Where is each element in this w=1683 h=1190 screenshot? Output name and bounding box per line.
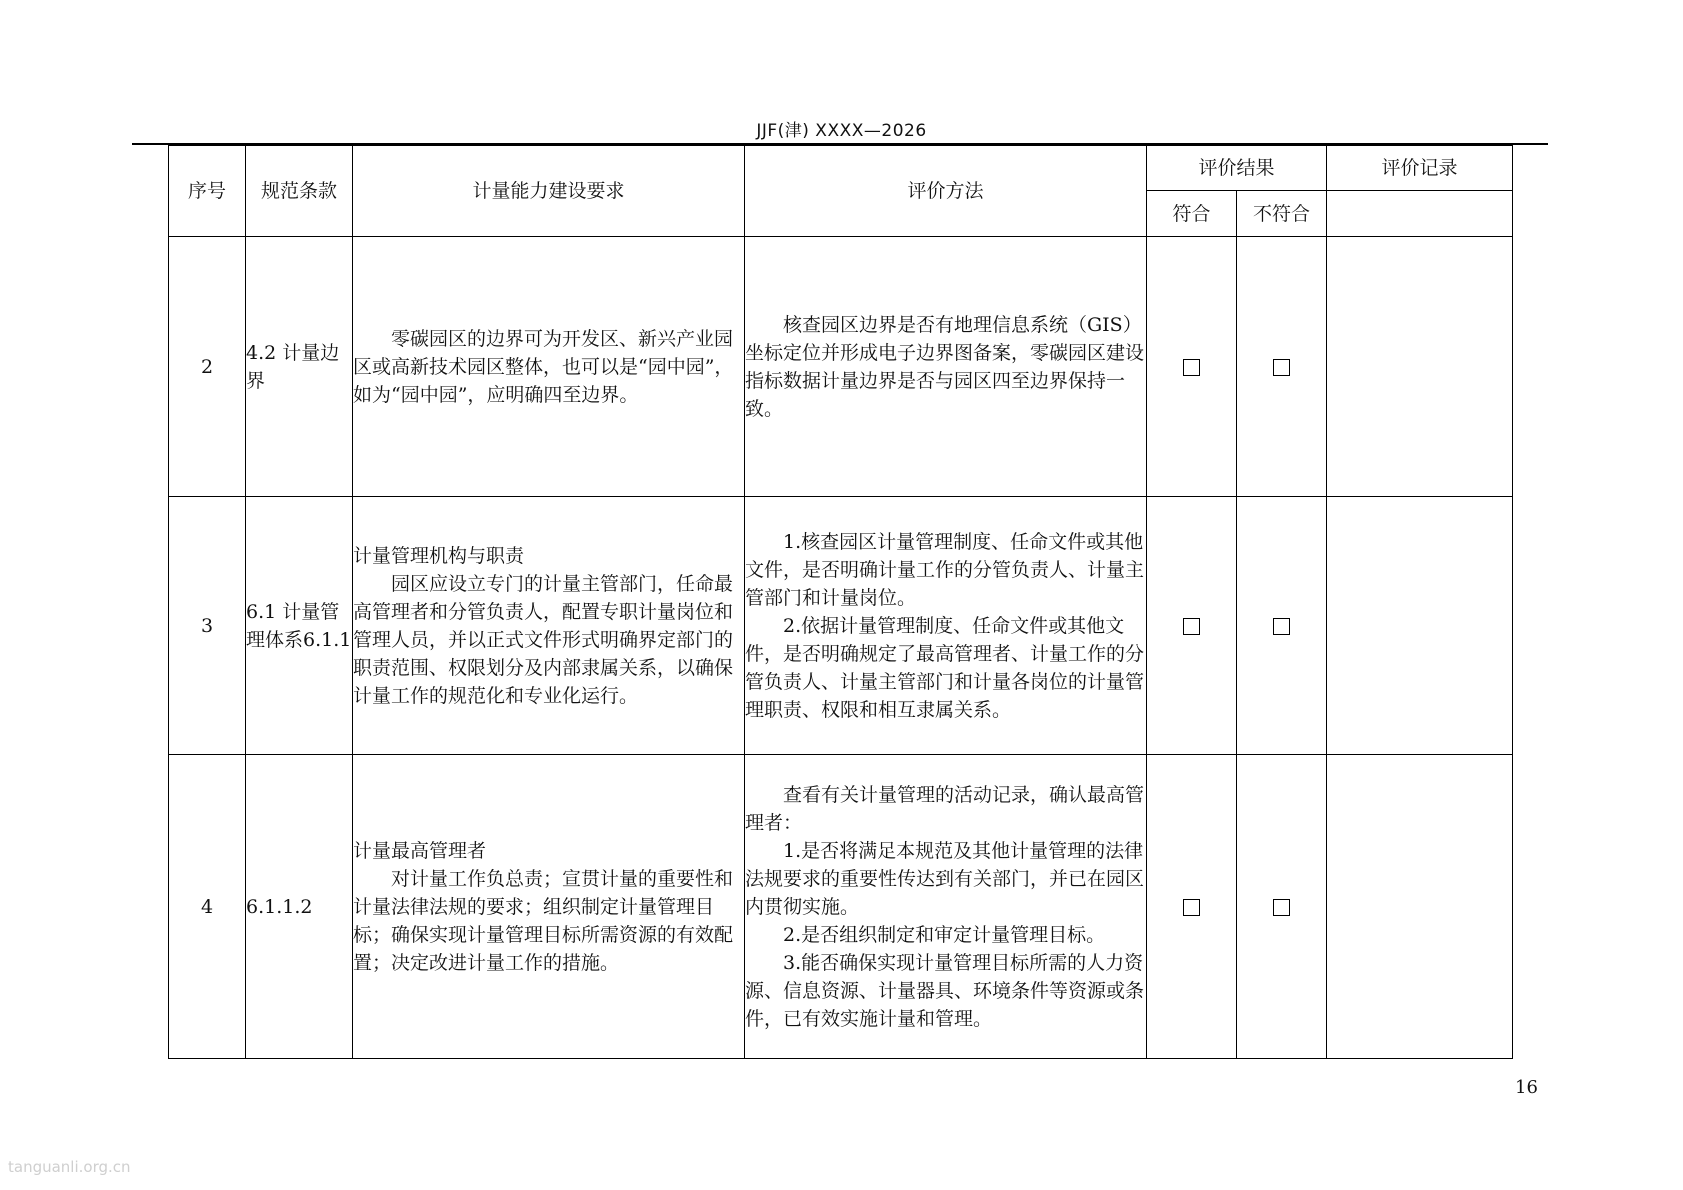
header-result-fail: 不符合 [1237, 191, 1327, 237]
method-text: 1.是否将满足本规范及其他计量管理的法律法规要求的重要性传达到有关部门，并已在园区内贯彻实施。 [745, 839, 1145, 918]
header-result-pass: 符合 [1147, 191, 1237, 237]
table-row [169, 755, 1513, 1059]
requirement-text: 零碳园区的边界可为开发区、新兴产业园区或高新技术园区整体，也可以是“园中园”，如为“园中园”，应明确四至边界。 [353, 327, 734, 406]
row-clause: 4.2 计量边界 [246, 237, 353, 497]
row-number: 4 [169, 755, 246, 1059]
evaluation-table [168, 145, 1513, 1059]
pass-cell [1147, 497, 1237, 755]
row-number: 3 [169, 497, 246, 755]
record-cell[interactable] [1327, 237, 1513, 497]
header-requirement: 计量能力建设要求 [353, 146, 745, 237]
method-text: 2.是否组织制定和审定计量管理目标。 [783, 923, 1106, 946]
requirement-heading: 计量管理机构与职责 [353, 544, 525, 567]
fail-checkbox[interactable] [1273, 359, 1290, 376]
header-record-blank [1327, 191, 1513, 237]
header-method: 评价方法 [745, 146, 1147, 237]
method-text: 2.依据计量管理制度、任命文件或其他文件，是否明确规定了最高管理者、计量工作的分管负责人、计量主管部门和计量各岗位的计量管理职责、权限和相互隶属关系。 [745, 614, 1145, 721]
fail-checkbox[interactable] [1273, 618, 1290, 635]
row-requirement [353, 237, 745, 497]
row-clause: 6.1 计量管理体系6.1.1 [246, 497, 353, 755]
row-method [745, 497, 1147, 755]
watermark-text: tanguanli.org.cn [8, 1158, 131, 1176]
method-text: 3.能否确保实现计量管理目标所需的人力资源、信息资源、计量器具、环境条件等资源或条件，已有效实施计量和管理。 [745, 951, 1145, 1030]
requirement-text: 对计量工作负总责；宣贯计量的重要性和计量法律法规的要求；组织制定计量管理目标；确保实现计量管理目标所需资源的有效配置；决定改进计量工作的措施。 [353, 867, 734, 974]
document-header-title: JJF(津) XXXX—2026 [756, 121, 927, 141]
header-record: 评价记录 [1327, 146, 1513, 191]
record-cell[interactable] [1327, 755, 1513, 1059]
requirement-heading: 计量最高管理者 [353, 839, 487, 862]
row-requirement [353, 755, 745, 1059]
fail-cell [1237, 237, 1327, 497]
row-clause: 6.1.1.2 [246, 755, 353, 1059]
record-cell[interactable] [1327, 497, 1513, 755]
fail-checkbox[interactable] [1273, 899, 1290, 916]
table-row [169, 497, 1513, 755]
pass-checkbox[interactable] [1183, 899, 1200, 916]
row-method [745, 237, 1147, 497]
method-text: 核查园区边界是否有地理信息系统（GIS）坐标定位并形成电子边界图备案，零碳园区建设指标数据计量边界是否与园区四至边界保持一致。 [745, 313, 1145, 420]
pass-checkbox[interactable] [1183, 618, 1200, 635]
method-text: 1.核查园区计量管理制度、任命文件或其他文件，是否明确计量工作的分管负责人、计量主管部门和计量岗位。 [745, 530, 1145, 609]
method-text: 查看有关计量管理的活动记录，确认最高管理者： [745, 783, 1145, 834]
table-row [169, 237, 1513, 497]
fail-cell [1237, 497, 1327, 755]
row-number: 2 [169, 237, 246, 497]
row-method [745, 755, 1147, 1059]
pass-cell [1147, 237, 1237, 497]
header-result: 评价结果 [1147, 146, 1327, 191]
fail-cell [1237, 755, 1327, 1059]
pass-cell [1147, 755, 1237, 1059]
page-number: 16 [1515, 1077, 1538, 1098]
pass-checkbox[interactable] [1183, 359, 1200, 376]
header-clause: 规范条款 [246, 146, 353, 237]
header-num: 序号 [169, 146, 246, 237]
row-requirement [353, 497, 745, 755]
requirement-text: 园区应设立专门的计量主管部门，任命最高管理者和分管负责人，配置专职计量岗位和管理人员，并以正式文件形式明确界定部门的职责范围、权限划分及内部隶属关系，以确保计量工作的规范化和专业化运行。 [353, 572, 734, 707]
